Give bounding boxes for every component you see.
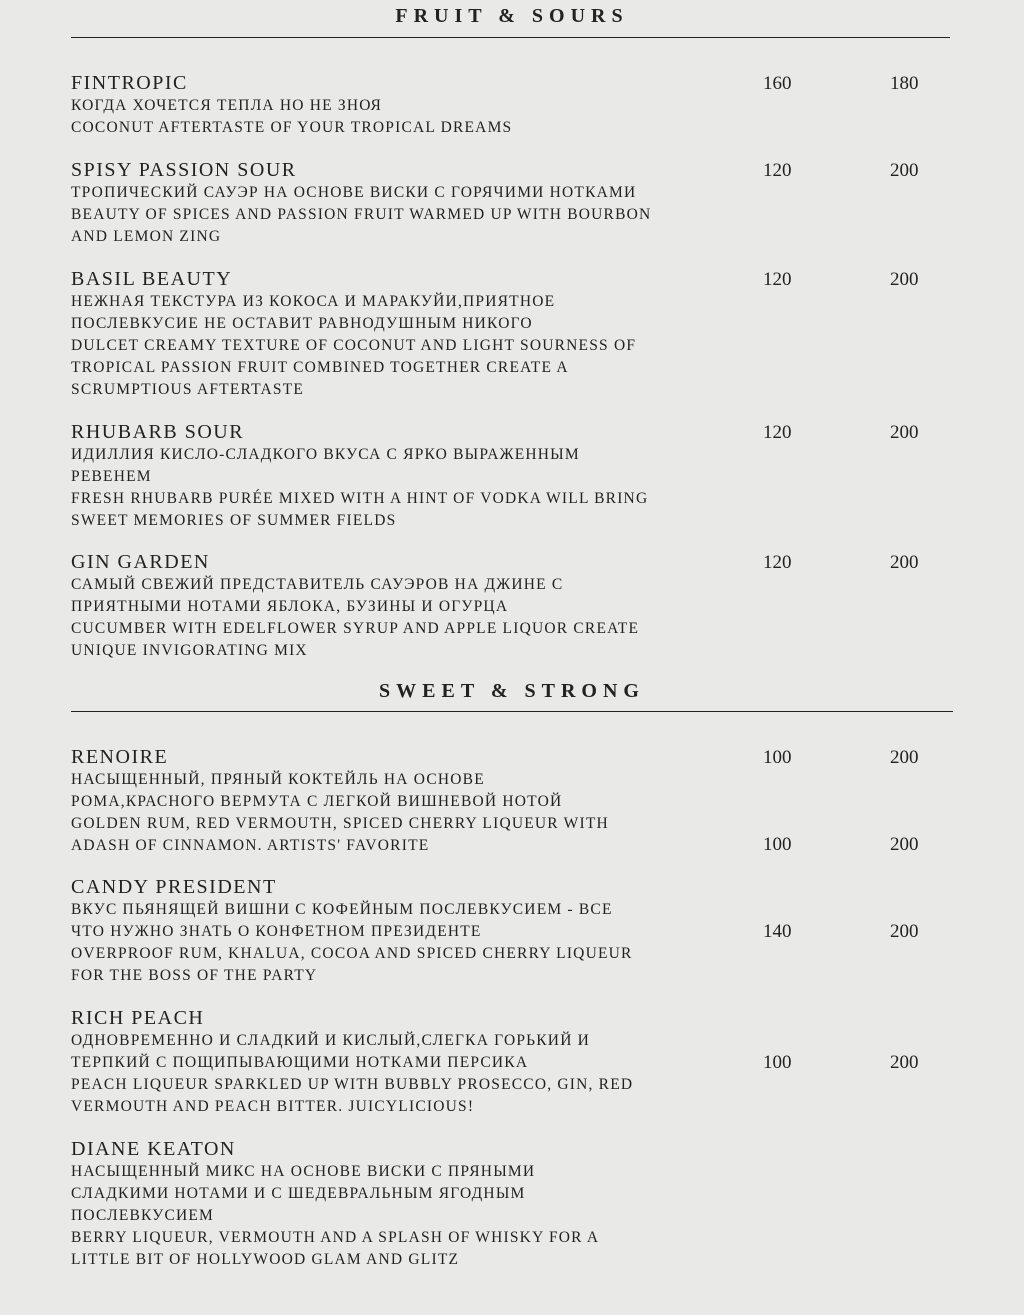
item-description-line: LITTLE BIT OF HOLLYWOOD GLAM AND GLITZ [71, 1251, 460, 1268]
item-description-line: НАСЫЩЕННЫЙ, ПРЯНЫЙ КОКТЕЙЛЬ НА ОСНОВЕ [71, 771, 485, 788]
item-description-line: AND LEMON ZING [71, 228, 222, 245]
price-large: 200 [890, 552, 919, 573]
item-description-line: PEACH LIQUEUR SPARKLED UP WITH BUBBLY PROSECCO, GIN, RED [71, 1076, 634, 1093]
item-description-line: VERMOUTH AND PEACH BITTER. JUICYLICIOUS! [71, 1098, 475, 1115]
item-description-line: ЧТО НУЖНО ЗНАТЬ О КОНФЕТНОМ ПРЕЗИДЕНТЕ [71, 923, 482, 940]
item-description-line: ВКУС ПЬЯНЯЩЕЙ ВИШНИ С КОФЕЙНЫМ ПОСЛЕВКУСИЕМ - ВСЕ [71, 901, 613, 918]
item-description-line: ПОСЛЕВКУСИЕМ [71, 1207, 215, 1224]
item-description-line: SWEET MEMORIES OF SUMMER FIELDS [71, 512, 397, 529]
item-description-line: ПРИЯТНЫМИ НОТАМИ ЯБЛОКА, БУЗИНЫ И ОГУРЦА [71, 598, 509, 615]
section-divider [71, 711, 953, 712]
price-small: 120 [763, 552, 792, 573]
item-name: SPISY PASSION SOUR [71, 159, 297, 181]
menu-item-renoire [71, 745, 931, 857]
price-small: 160 [763, 73, 792, 94]
item-description-line: КОГДА ХОЧЕТСЯ ТЕПЛА НО НЕ ЗНОЯ [71, 97, 383, 114]
item-description-line: FRESH RHUBARB PURÉE MIXED WITH A HINT OF VODKA WILL BRING [71, 490, 649, 507]
item-description-line: BEAUTY OF SPICES AND PASSION FRUIT WARMED UP WITH BOURBON [71, 206, 652, 223]
menu-item-spisy-passion-sour [71, 158, 931, 248]
menu-item-gin-garden [71, 550, 931, 662]
item-name: RENOIRE [71, 746, 169, 768]
item-description-line: САМЫЙ СВЕЖИЙ ПРЕДСТАВИТЕЛЬ САУЭРОВ НА ДЖИНЕ С [71, 576, 564, 593]
section-title-sweet-strong: SWEET & STRONG [379, 680, 645, 702]
item-description-line: OVERPROOF RUM, KHALUA, COCOA AND SPICED CHERRY LIQUEUR [71, 945, 633, 962]
menu-item-basil-beauty [71, 267, 931, 401]
price-small: 100 [763, 747, 792, 768]
item-description-line: РОМА,КРАСНОГО ВЕРМУТА С ЛЕГКОЙ ВИШНЕВОЙ НОТОЙ [71, 793, 563, 810]
item-description-line: TROPICAL PASSION FRUIT COMBINED TOGETHER CREATE A [71, 359, 569, 376]
item-description-line: СЛАДКИМИ НОТАМИ И С ШЕДЕВРАЛЬНЫМ ЯГОДНЫМ [71, 1185, 526, 1202]
item-description-line: РЕВЕНЕМ [71, 468, 152, 485]
menu-item-fintropic [71, 71, 931, 139]
item-description-line: ADASH OF CINNAMON. ARTISTS' FAVORITE [71, 837, 430, 854]
section-divider [71, 37, 950, 38]
price-small: 100 [763, 834, 792, 855]
menu-item-diane-keaton [71, 1137, 931, 1271]
item-description-line: ОДНОВРЕМЕННО И СЛАДКИЙ И КИСЛЫЙ,СЛЕГКА ГОРЬКИЙ И [71, 1032, 591, 1049]
item-description-line: НЕЖНАЯ ТЕКСТУРА ИЗ КОКОСА И МАРАКУЙИ,ПРИЯТНОЕ [71, 293, 556, 310]
item-description-line: GOLDEN RUM, RED VERMOUTH, SPICED CHERRY LIQUEUR WITH [71, 815, 609, 832]
price-small: 100 [763, 1052, 792, 1073]
item-description-line: ТЕРПКИЙ С ПОЩИПЫВАЮЩИМИ НОТКАМИ ПЕРСИКА [71, 1054, 529, 1071]
item-name: FINTROPIC [71, 72, 188, 94]
item-description-line: ТРОПИЧЕСКИЙ САУЭР НА ОСНОВЕ ВИСКИ С ГОРЯЧИМИ НОТКАМИ [71, 184, 637, 201]
item-name: RICH PEACH [71, 1007, 205, 1029]
item-name: BASIL BEAUTY [71, 268, 233, 290]
item-name: CANDY PRESIDENT [71, 876, 277, 898]
price-large: 200 [890, 1052, 919, 1073]
item-description-line: COCONUT AFTERTASTE OF YOUR TROPICAL DREAMS [71, 119, 513, 136]
price-small: 120 [763, 422, 792, 443]
menu-item-candy-president [71, 875, 931, 987]
item-description-line: DULCET CREAMY TEXTURE OF COCONUT AND LIGHT SOURNESS OF [71, 337, 637, 354]
item-description-line: BERRY LIQUEUR, VERMOUTH AND A SPLASH OF WHISKY FOR A [71, 1229, 600, 1246]
item-description-line: FOR THE BOSS OF THE PARTY [71, 967, 318, 984]
item-name: DIANE KEATON [71, 1138, 236, 1160]
menu-item-rich-peach [71, 1006, 931, 1118]
price-large: 180 [890, 73, 919, 94]
price-large: 200 [890, 160, 919, 181]
price-large: 200 [890, 834, 919, 855]
item-description-line: UNIQUE INVIGORATING MIX [71, 642, 308, 659]
price-small: 140 [763, 921, 792, 942]
price-large: 200 [890, 269, 919, 290]
item-name: RHUBARB SOUR [71, 421, 245, 443]
price-large: 200 [890, 747, 919, 768]
item-description-line: НАСЫЩЕННЫЙ МИКС НА ОСНОВЕ ВИСКИ С ПРЯНЫМИ [71, 1163, 536, 1180]
item-description-line: ИДИЛЛИЯ КИСЛО-СЛАДКОГО ВКУСА С ЯРКО ВЫРАЖЕННЫМ [71, 446, 580, 463]
item-description-line: SCRUMPTIOUS AFTERTASTE [71, 381, 305, 398]
price-small: 120 [763, 269, 792, 290]
menu-item-rhubarb-sour [71, 420, 931, 532]
price-large: 200 [890, 921, 919, 942]
item-description-line: CUCUMBER WITH EDELFLOWER SYRUP AND APPLE LIQUOR CREATE [71, 620, 640, 637]
section-title-fruit-sours: FRUIT & SOURS [395, 5, 629, 27]
item-name: GIN GARDEN [71, 551, 210, 573]
price-large: 200 [890, 422, 919, 443]
price-small: 120 [763, 160, 792, 181]
item-description-line: ПОСЛЕВКУСИЕ НЕ ОСТАВИТ РАВНОДУШНЫМ НИКОГО [71, 315, 533, 332]
